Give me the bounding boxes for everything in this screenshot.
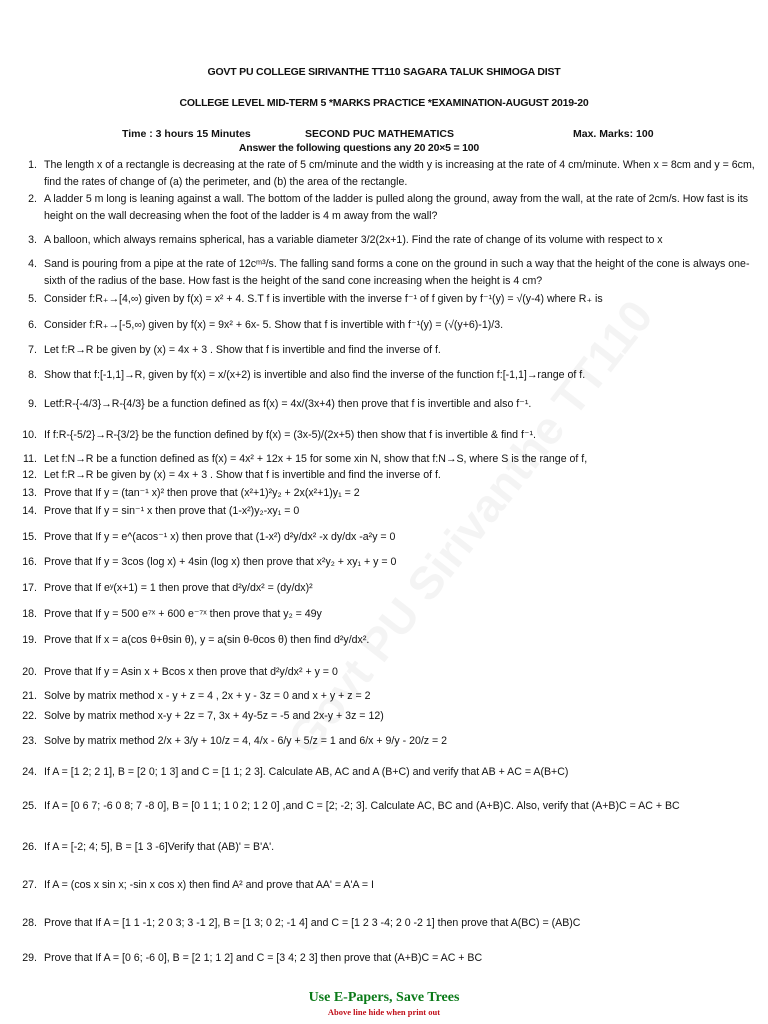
question-number: 16. — [22, 556, 37, 568]
question-number: 18. — [22, 608, 37, 620]
exam-subject: SECOND PUC MATHEMATICS — [305, 128, 454, 140]
question-text: Prove that If eʸ(x+1) = 1 then prove that d²y/dx² = (dy/dx)² — [44, 582, 313, 594]
question-text: Prove that If x = a(cos θ+θsin θ), y = a(sin θ-θcos θ) then find d²y/dx². — [44, 634, 370, 646]
question-text: Show that f:[-1,1]→R, given by f(x) = x/(x+2) is invertible and also find the inverse of the function f:[-1,1]→range of f. — [44, 369, 586, 381]
question-number: 27. — [22, 879, 37, 891]
question-item — [22, 503, 756, 520]
question-number: 1. — [28, 159, 37, 171]
question-number: 20. — [22, 666, 37, 678]
question-number: 15. — [22, 531, 37, 543]
question-item — [22, 580, 756, 597]
question-item — [22, 467, 756, 484]
question-item — [28, 291, 756, 308]
question-text: Prove that If A = [1 1 -1; 2 0 3; 3 -1 2], B = [1 3; 0 2; -1 4] and C = [1 2 3 -4; 2 0 -2 1] then prove that A(BC) = (AB)C — [44, 917, 581, 929]
question-item — [22, 688, 756, 705]
question-text: Let f:N→R be a function defined as f(x) = 4x² + 12x + 15 for some xin N, show that f:N→S, where S is the range of f, — [44, 453, 588, 465]
question-item — [28, 367, 756, 384]
instruction: Answer the following questions any 20 20×5 = 100 — [238, 142, 480, 154]
question-text: Solve by matrix method x-y + 2z = 7, 3x + 4y-5z = -5 and 2x-y + 3z = 12) — [44, 710, 384, 722]
exam-time: Time : 3 hours 15 Minutes — [122, 128, 251, 140]
question-number: 14. — [22, 505, 37, 517]
question-text: A balloon, which always remains spherical, has a variable diameter 3/2(2x+1). Find the rate of change of its volume with respect to x — [44, 234, 663, 246]
question-item — [22, 485, 756, 502]
question-number: 12. — [22, 469, 37, 481]
question-text: Prove that If y = (tan⁻¹ x)² then prove that (x²+1)²y₂ + 2x(x²+1)y₁ = 2 — [44, 487, 360, 499]
question-text: Letf:R-{-4/3}→R-{4/3} be a function defined as f(x) = 4x/(3x+4) then prove that f is invertible and also f⁻¹. — [44, 398, 532, 410]
question-text: The length x of a rectangle is decreasing at the rate of 5 cm/minute and the width y is increasing at the rate of 4 cm/minute. When x = 8cm and y = 6cm, find the rates of change of (a) the perimeter, and (b) the area of the rectangle. — [44, 159, 755, 188]
question-number: 19. — [22, 634, 37, 646]
question-item — [22, 798, 756, 815]
question-item — [22, 764, 756, 781]
question-text: Prove that If y = 500 e⁷ˣ + 600 e⁻⁷ˣ then prove that y₂ = 49y — [44, 608, 322, 620]
question-text: Consider f:R₊→[4,∞) given by f(x) = x² + 4. S.T f is invertible with the inverse f⁻¹ of f given by f⁻¹(y) = √(y-4) where R₊ is — [44, 293, 603, 305]
question-number: 13. — [22, 487, 37, 499]
question-text: Solve by matrix method 2/x + 3/y + 10/z = 4, 4/x - 6/y + 5/z = 1 and 6/x + 9/y - 20/z = 2 — [44, 735, 448, 747]
question-number: 28. — [22, 917, 37, 929]
question-number: 21. — [22, 690, 37, 702]
question-item — [22, 427, 756, 444]
question-text: If A = [0 6 7; -6 0 8; 7 -8 0], B = [0 1 1; 1 0 2; 1 2 0] ,and C = [2; -2; 3]. Calculate AC, BC and (A+B)C. Also, verify that (A+B)C = AC + BC — [44, 800, 680, 812]
question-text: Solve by matrix method x - y + z = 4 , 2x + y - 3z = 0 and x + y + z = 2 — [44, 690, 371, 702]
question-text: If A = (cos x sin x; -sin x cos x) then find A² and prove that AA' = A'A = I — [44, 879, 374, 891]
question-number: 4. — [28, 258, 37, 270]
exam-title: COLLEGE LEVEL MID-TERM 5 *MARKS PRACTICE *EXAMINATION-AUGUST 2019-20 — [179, 97, 589, 109]
question-item — [22, 632, 756, 649]
question-item — [28, 191, 756, 225]
question-number: 25. — [22, 800, 37, 812]
footer-slogan: Use E-Papers, Save Trees — [308, 990, 460, 1005]
question-item — [22, 733, 756, 750]
question-item — [28, 342, 756, 359]
question-item — [28, 317, 756, 334]
question-item — [22, 950, 756, 967]
question-number: 26. — [22, 841, 37, 853]
question-text: Let f:R→R be given by (x) = 4x + 3 . Show that f is invertible and find the inverse of f. — [44, 469, 441, 481]
footer-note: Above line hide when print out — [327, 1007, 441, 1017]
question-number: 5. — [28, 293, 37, 305]
question-text: Consider f:R₊→[-5,∞) given by f(x) = 9x² + 6x- 5. Show that f is invertible with f⁻¹(y) = (√(y+6)-1)/3. — [44, 319, 504, 331]
question-item — [22, 554, 756, 571]
max-marks: Max. Marks: 100 — [573, 128, 654, 140]
question-item — [22, 839, 756, 856]
question-item — [22, 664, 756, 681]
question-text: Let f:R→R be given by (x) = 4x + 3 . Show that f is invertible and find the inverse of f. — [44, 344, 441, 356]
question-item — [22, 606, 756, 623]
question-text: A ladder 5 m long is leaning against a wall. The bottom of the ladder is pulled along the ground, away from the wall, at the rate of 2cm/s. How fast is its height on the wall decreasing when the foot of the ladder is 4 m away from the wall? — [44, 193, 749, 222]
question-item — [23, 451, 756, 468]
question-number: 11. — [23, 453, 37, 465]
college-title: GOVT PU COLLEGE SIRIVANTHE TT110 SAGARA TALUK SHIMOGA DIST — [207, 66, 561, 78]
question-number: 3. — [28, 234, 37, 246]
question-item — [28, 157, 756, 191]
question-text: If f:R-{-5/2}→R-{3/2} be the function defined by f(x) = (3x-5)/(2x+5) then show that f is invertible & find f⁻¹. — [44, 429, 536, 441]
question-number: 9. — [28, 398, 37, 410]
question-number: 22. — [22, 710, 37, 722]
question-number: 29. — [22, 952, 37, 964]
question-number: 17. — [22, 582, 37, 594]
question-number: 8. — [28, 369, 37, 381]
question-number: 2. — [28, 193, 37, 205]
question-text: Sand is pouring from a pipe at the rate of 12cᵐ³/s. The falling sand forms a cone on the ground in such a way that the height of the cone is always one-sixth of the radius of the base. How fast is the height of the sand cone increasing when the height is 4 cm? — [44, 258, 750, 287]
question-text: Prove that If y = Asin x + Bcos x then prove that d²y/dx² + y = 0 — [44, 666, 338, 678]
question-number: 6. — [28, 319, 37, 331]
question-item — [28, 396, 756, 413]
question-text: Prove that If A = [0 6; -6 0], B = [2 1; 1 2] and C = [3 4; 2 3] then prove that (A+B)C = AC + BC — [44, 952, 483, 964]
question-text: Prove that If y = sin⁻¹ x then prove that (1-x²)y₂-xy₁ = 0 — [44, 505, 300, 517]
question-item — [22, 877, 756, 894]
question-text: Prove that If y = e^(acos⁻¹ x) then prove that (1-x²) d²y/dx² -x dy/dx -a²y = 0 — [44, 531, 396, 543]
question-item — [28, 256, 756, 290]
question-number: 24. — [22, 766, 37, 778]
question-item — [28, 232, 756, 249]
question-item — [22, 529, 756, 546]
question-text: Prove that If y = 3cos (log x) + 4sin (log x) then prove that x²y₂ + xy₁ + y = 0 — [44, 556, 397, 568]
question-number: 23. — [22, 735, 37, 747]
question-text: If A = [1 2; 2 1], B = [2 0; 1 3] and C = [1 1; 2 3]. Calculate AB, AC and A (B+C) and verify that AB + AC = A(B+C) — [44, 766, 569, 778]
question-item — [22, 915, 756, 932]
question-number: 7. — [28, 344, 37, 356]
question-text: If A = [-2; 4; 5], B = [1 3 -6]Verify that (AB)' = B'A'. — [44, 841, 275, 853]
question-number: 10. — [22, 429, 37, 441]
question-item — [22, 708, 756, 725]
